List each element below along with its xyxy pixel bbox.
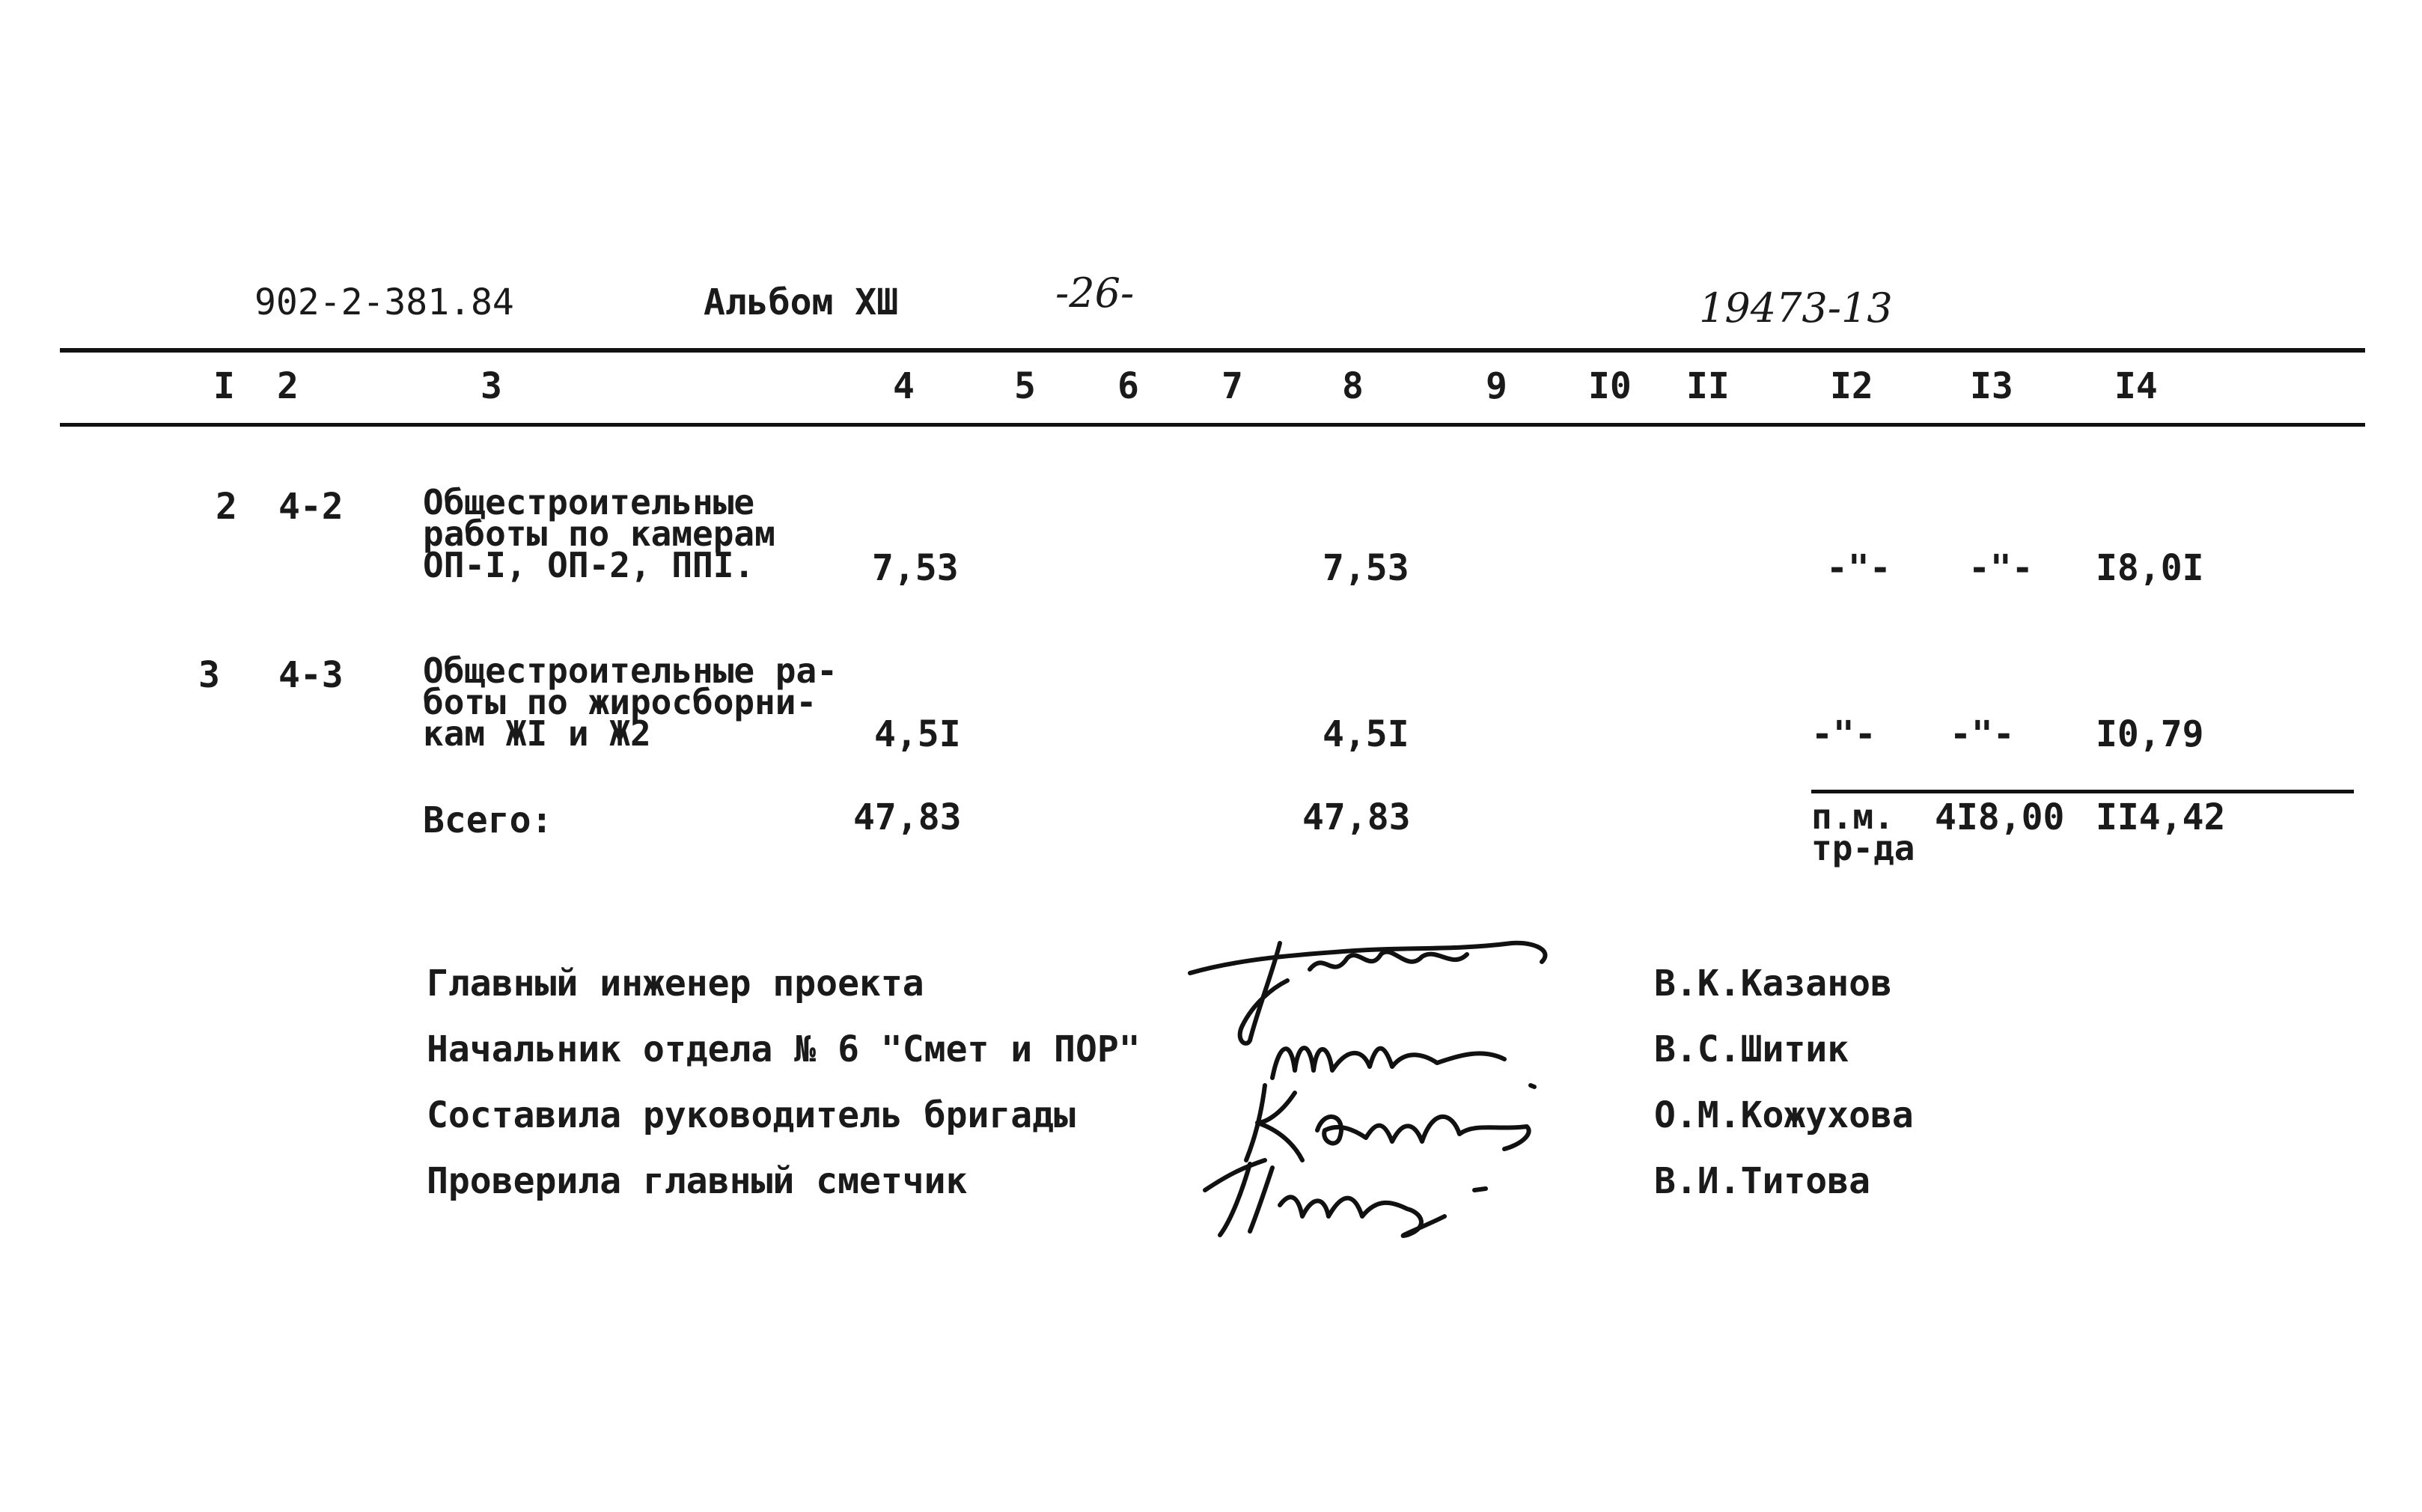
row-reference: 4-2: [278, 486, 344, 528]
signature-name: В.И.Титова: [1654, 1160, 1870, 1202]
signature-role: Начальник отдела № 6 "Смет и ПОР": [427, 1028, 1141, 1070]
col-header-8: 8: [1342, 365, 1364, 407]
row-col12-value: -"-: [1826, 547, 1891, 589]
col-header-3: 3: [481, 365, 502, 407]
row-number: 3: [198, 654, 220, 696]
total-unit: п.м. тр-да: [1811, 796, 1915, 868]
signature-name: В.С.Шитик: [1654, 1028, 1849, 1070]
col-header-7: 7: [1221, 365, 1243, 407]
header-bottom-rule: [60, 423, 2365, 427]
row-col8-value: 4,5I: [1323, 713, 1409, 755]
col-header-9: 9: [1486, 365, 1507, 407]
row-col13-value: -"-: [1950, 713, 2015, 755]
col-header-5: 5: [1014, 365, 1036, 407]
row-col14-value: I0,79: [2096, 713, 2204, 755]
signature-name: О.М.Кожухова: [1654, 1094, 1914, 1136]
total-label: Всего:: [423, 799, 553, 841]
row-col12-value: -"-: [1811, 713, 1876, 755]
col-header-4: 4: [893, 365, 915, 407]
col-header-2: 2: [277, 365, 299, 407]
document-code: 902-2-381.84: [254, 281, 514, 323]
row-col8-value: 7,53: [1323, 547, 1409, 589]
row-description: Общестроительные работы по камерам ОП-I, ОП-2, ППI.: [423, 482, 775, 585]
col-header-13: I3: [1970, 365, 2013, 407]
total-col4-value: 47,83: [853, 796, 962, 838]
album-label: Альбом XШ: [704, 281, 899, 323]
col-header-1: I: [213, 365, 235, 407]
col-header-12: I2: [1830, 365, 1873, 407]
row-col4-value: 7,53: [872, 547, 959, 589]
col-header-10: I0: [1588, 365, 1632, 407]
signature-role: Главный инженер проекта: [427, 963, 924, 1005]
row-description: Общестроительные ра- боты по жиросборни- кам ЖI и Ж2: [423, 650, 838, 754]
col-header-11: II: [1686, 365, 1730, 407]
total-col8-value: 47,83: [1302, 796, 1411, 838]
handwritten-signature: [1198, 1145, 1512, 1243]
row-number: 2: [216, 486, 237, 528]
signature-name: В.К.Казанов: [1654, 963, 1892, 1005]
col-header-6: 6: [1117, 365, 1139, 407]
row-reference: 4-3: [278, 654, 344, 696]
col-header-14: I4: [2114, 365, 2158, 407]
total-rule: [1811, 790, 2354, 793]
signature-role: Составила руководитель бригады: [427, 1094, 1076, 1136]
document-number: 19473-13: [1699, 284, 1893, 332]
header-top-rule: [60, 348, 2365, 353]
signature-role: Проверила главный сметчик: [427, 1160, 968, 1202]
total-col13-value: 4I8,00: [1935, 796, 2065, 838]
total-col14-value: II4,42: [2096, 796, 2226, 838]
row-col13-value: -"-: [1968, 547, 2034, 589]
page-number: -26-: [1055, 269, 1135, 317]
row-col4-value: 4,5I: [874, 713, 961, 755]
row-col14-value: I8,0I: [2096, 547, 2204, 589]
